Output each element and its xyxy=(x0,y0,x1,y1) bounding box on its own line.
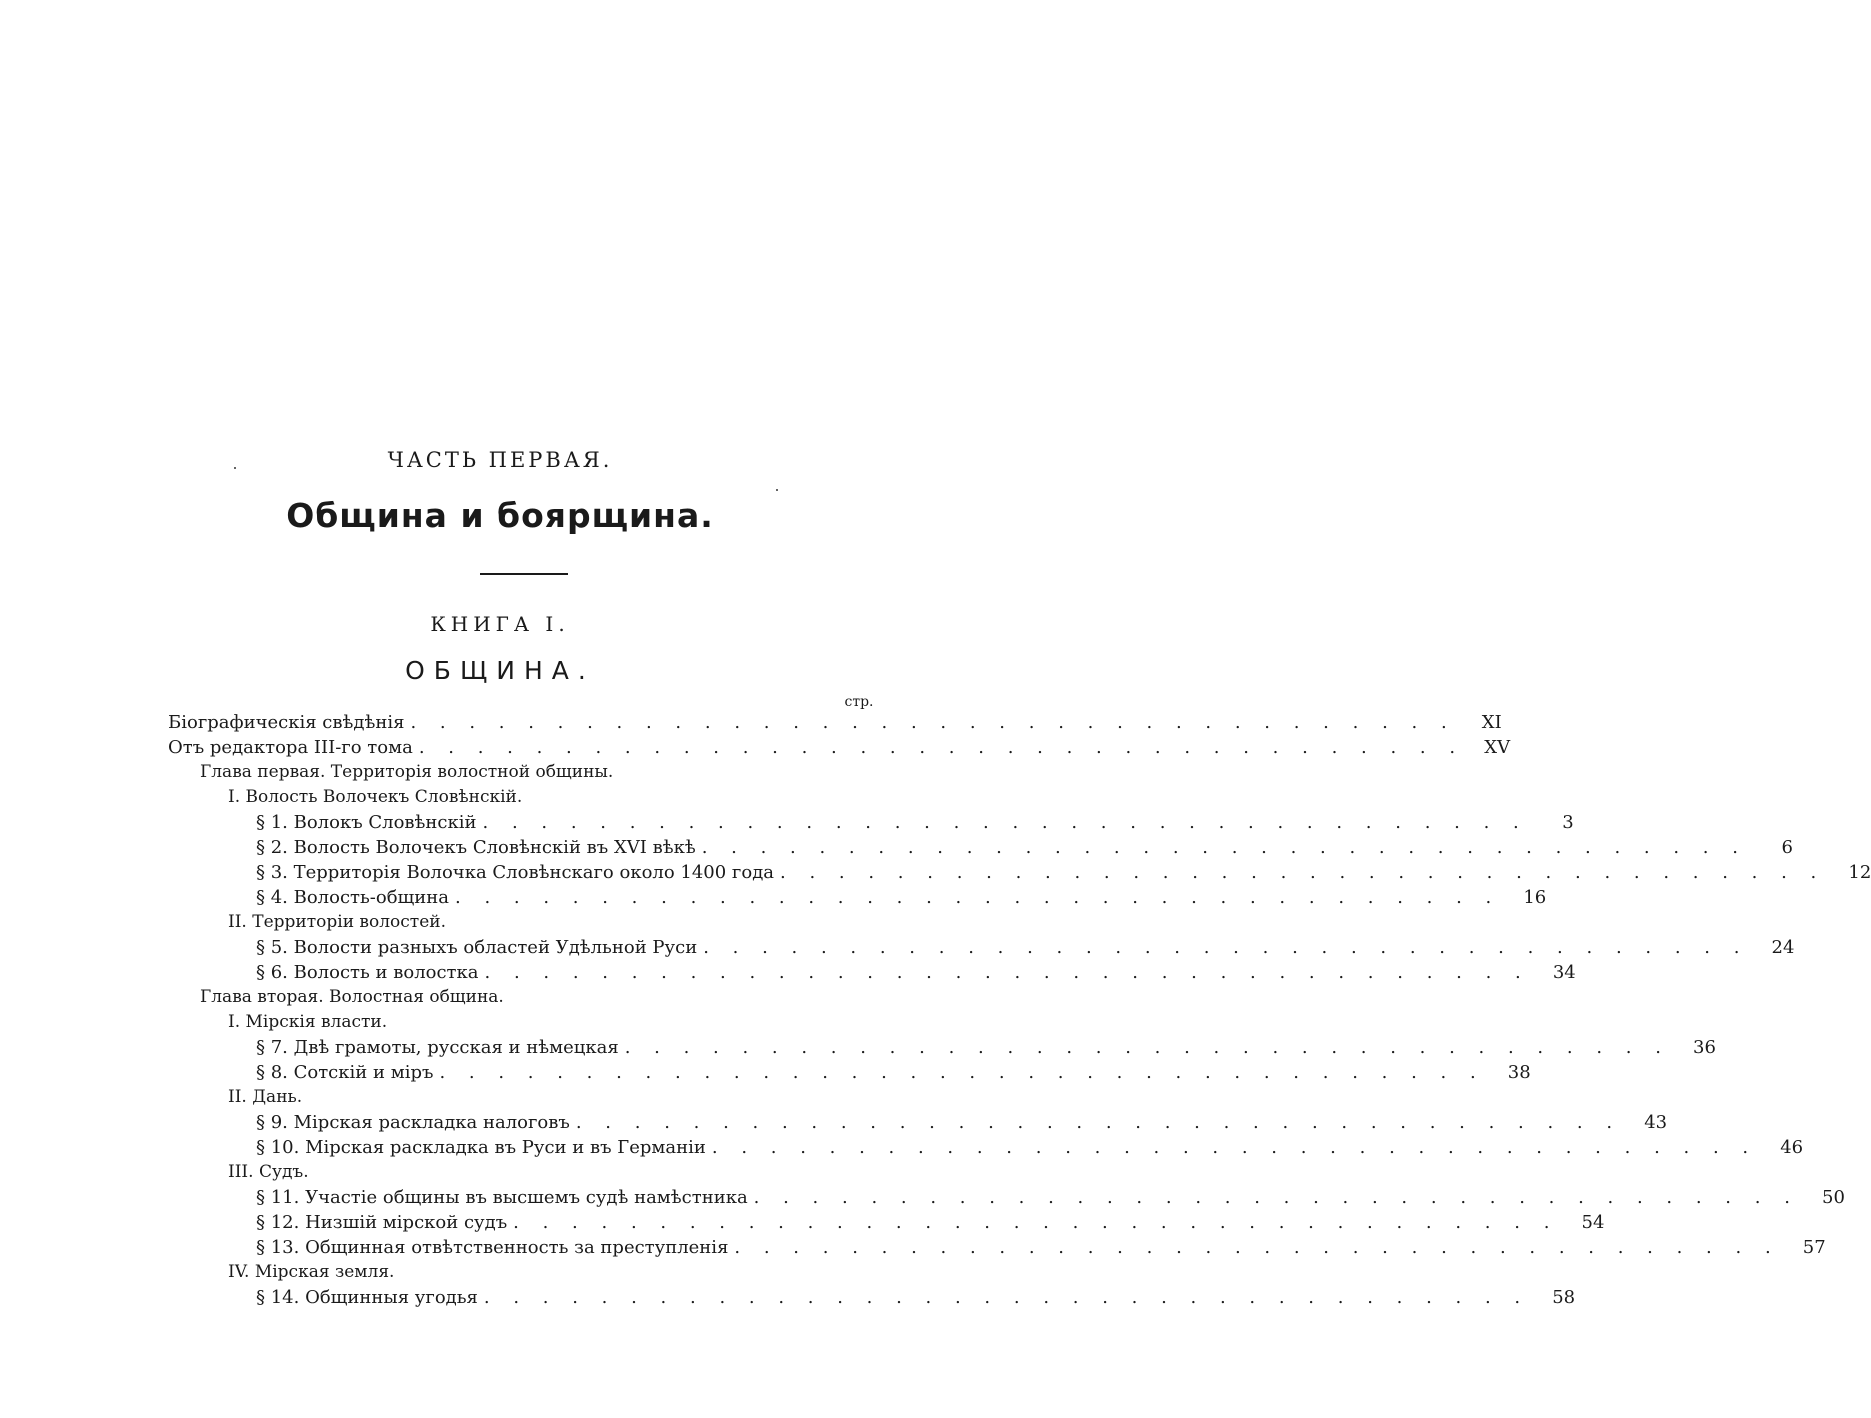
toc-entry-title: § 2. Волость Волочекъ Словѣнскій въ XVI вѣкѣ xyxy=(256,837,696,858)
toc-entry-title: § 7. Двѣ грамоты, русская и нѣмецкая xyxy=(256,1037,619,1058)
toc-entry-page: 43 xyxy=(1644,1112,1668,1133)
toc-entry-title: Глава вторая. Волостная община. xyxy=(200,987,504,1007)
toc-entry-title: § 10. Мірская раскладка въ Руси и въ Германіи xyxy=(256,1137,706,1158)
print-speck xyxy=(776,489,778,491)
toc-leader-dots: . . . . . . . . . . . . . . . . . . . . . . . . . . . . . . . . . . . . xyxy=(701,837,1747,858)
toc-entry xyxy=(256,1237,1826,1262)
toc-leader-dots: . . . . . . . . . . . . . . . . . . . . . . . . . . . . . . . . . . . . xyxy=(455,887,1501,908)
toc-entry xyxy=(256,837,1793,862)
toc-entry-page: 46 xyxy=(1780,1137,1804,1158)
toc-entry xyxy=(256,1287,1576,1312)
main-title: Община и боярщина. xyxy=(286,496,714,535)
toc-leader-dots: . . . . . . . . . . . . . . . . . . . . . . . . . . . . . . . . . . . . xyxy=(439,1062,1485,1083)
toc-entry-title: § 5. Волости разныхъ областей Удѣльной Руси xyxy=(256,937,698,958)
toc-leader-dots: . . . . . . . . . . . . . . . . . . . . . . . . . . . . . . . . . . . . xyxy=(753,1187,1799,1208)
toc-entry-page: 57 xyxy=(1802,1237,1826,1258)
toc-entry-page: 50 xyxy=(1822,1187,1845,1208)
toc-entry xyxy=(168,712,1502,737)
toc-entry-title: Отъ редактора III-го тома xyxy=(168,737,413,758)
toc-entry-title: § 4. Волость-община xyxy=(256,887,450,908)
toc-chapter-heading xyxy=(200,762,880,787)
toc-entry-title: II. Дань. xyxy=(228,1087,303,1107)
toc-entry-title: § 8. Сотскій и міръ xyxy=(256,1062,434,1083)
toc-leader-dots: . . . . . . . . . . . . . . . . . . . . . . . . . . . . . . . . . . . . xyxy=(418,737,1465,758)
toc-entry-page: 38 xyxy=(1507,1062,1531,1083)
toc-entry-page: 36 xyxy=(1693,1037,1716,1058)
toc-entry-title: Глава первая. Территорія волостной общины. xyxy=(200,762,614,782)
toc-entry-title: § 3. Территорія Волочка Словѣнскаго около 1400 года xyxy=(256,862,775,883)
toc-entry-page: XI xyxy=(1481,712,1502,733)
toc-entry-title: § 1. Волокъ Словѣнскій xyxy=(256,812,477,833)
toc-entry-title: § 11. Участіе общины въ высшемъ судѣ намѣстника xyxy=(256,1187,748,1208)
book-title: КНИГА I. xyxy=(430,612,570,636)
print-speck xyxy=(234,467,236,469)
toc-section-heading xyxy=(228,1012,880,1037)
toc-entry-title: Біографическія свѣдѣнія xyxy=(168,712,405,733)
toc-section-heading xyxy=(228,1162,880,1187)
toc-leader-dots: . . . . . . . . . . . . . . . . . . . . . . . . . . . . . . . . . . . . xyxy=(482,812,1528,833)
toc-entry xyxy=(256,1037,1716,1062)
toc-chapter-heading xyxy=(200,987,880,1012)
part-title: ЧАСТЬ ПЕРВАЯ. xyxy=(387,448,613,472)
page-column-label: стр. xyxy=(844,694,874,710)
book-name: ОБЩИНА. xyxy=(405,656,595,685)
toc-entry-page: 12 xyxy=(1848,862,1871,883)
toc-entry-title: § 13. Общинная отвѣтственность за преступленія xyxy=(256,1237,729,1258)
toc-entry-title: § 12. Низшій мірской судъ xyxy=(256,1212,508,1233)
toc-entry-title: III. Судъ. xyxy=(228,1162,309,1182)
toc-entry-title: I. Волость Волочекъ Словѣнскій. xyxy=(228,787,523,807)
toc-entry-page: 24 xyxy=(1771,937,1795,958)
divider-rule xyxy=(480,573,568,575)
toc-entry-title: § 9. Мірская раскладка налоговъ xyxy=(256,1112,570,1133)
toc-entry xyxy=(256,1112,1668,1137)
toc-leader-dots: . . . . . . . . . . . . . . . . . . . . . . . . . . . . . . . . . . . . xyxy=(780,862,1826,883)
toc-leader-dots: . . . . . . . . . . . . . . . . . . . . . . . . . . . . . . . . . . . . xyxy=(703,937,1749,958)
toc-entry-title: § 6. Волость и волостка xyxy=(256,962,479,983)
toc-entry xyxy=(256,1137,1804,1162)
toc-leader-dots: . . . . . . . . . . . . . . . . . . . . . . . . . . . . . . . . . . . . xyxy=(484,962,1530,983)
toc-section-heading xyxy=(228,787,880,812)
toc-entry xyxy=(256,812,1574,837)
toc-entry-page: 6 xyxy=(1781,837,1793,858)
toc-entry xyxy=(256,937,1795,962)
toc-entry-page: 58 xyxy=(1552,1287,1576,1308)
toc-entry-page: 3 xyxy=(1562,812,1574,833)
toc-entry xyxy=(256,1187,1845,1212)
toc-entry xyxy=(256,862,1871,887)
toc-entry-page: 34 xyxy=(1552,962,1576,983)
toc-entry-page: 54 xyxy=(1581,1212,1605,1233)
toc-leader-dots: . . . . . . . . . . . . . . . . . . . . . . . . . . . . . . . . . . . . xyxy=(734,1237,1780,1258)
toc-entry xyxy=(256,962,1576,987)
toc-leader-dots: . . . . . . . . . . . . . . . . . . . . . . . . . . . . . . . . . . . . xyxy=(575,1112,1622,1133)
toc-leader-dots: . . . . . . . . . . . . . . . . . . . . . . . . . . . . . . . . . . . . xyxy=(624,1037,1670,1058)
toc-section-heading xyxy=(228,912,880,937)
toc-entry-title: IV. Мірская земля. xyxy=(228,1262,395,1282)
toc-leader-dots: . . . . . . . . . . . . . . . . . . . . . . . . . . . . . . . . . . . . xyxy=(410,712,1456,733)
toc-entry xyxy=(256,1062,1531,1087)
toc-entry xyxy=(256,887,1547,912)
toc-entry xyxy=(256,1212,1605,1237)
toc-leader-dots: . . . . . . . . . . . . . . . . . . . . . . . . . . . . . . . . . . . . xyxy=(513,1212,1559,1233)
toc-entry-page: XV xyxy=(1484,737,1511,758)
toc-leader-dots: . . . . . . . . . . . . . . . . . . . . . . . . . . . . . . . . . . . . xyxy=(483,1287,1530,1308)
toc-leader-dots: . . . . . . . . . . . . . . . . . . . . . . . . . . . . . . . . . . . . xyxy=(711,1137,1758,1158)
toc-entry xyxy=(168,737,1511,762)
toc-section-heading xyxy=(228,1262,880,1287)
toc-entry-title: II. Территоріи волостей. xyxy=(228,912,446,932)
toc-entry-title: § 14. Общинныя угодья xyxy=(256,1287,478,1308)
toc-entry-title: I. Мірскія власти. xyxy=(228,1012,388,1032)
toc-section-heading xyxy=(228,1087,880,1112)
toc-entry-page: 16 xyxy=(1523,887,1547,908)
